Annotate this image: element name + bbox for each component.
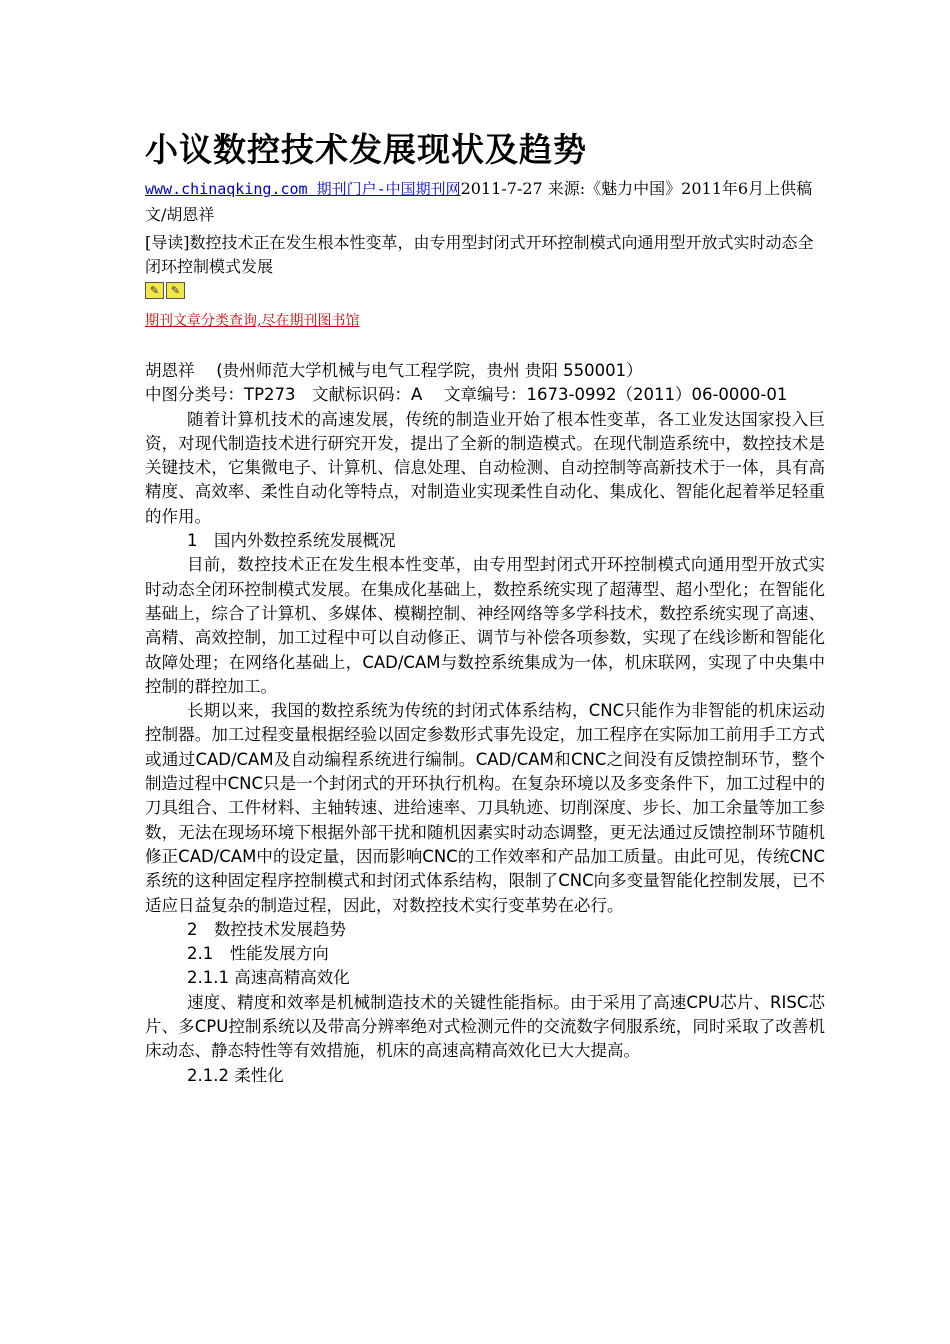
subsubsection-heading: 2.1.1 高速高精高效化 (187, 968, 350, 988)
article-intro: [导读]数控技术正在发生根本性变革，由专用型封闭式开环控制模式向通用型开放式实时动态全闭环控制模式发展 (145, 233, 814, 276)
author-line: 胡恩祥 (贵州师范大学机械与电气工程学院，贵州 贵阳 550001） (145, 361, 643, 380)
paragraph: 随着计算机技术的高速发展，传统的制造业开始了根本性变革，各工业发达国家投入巨资，对现代制造技术进行研究开发，提出了全新的制造模式。在现代制造系统中，数控技术是关键技术，它集微电子、计算机、信息处理、自动检测、自动控制等高新技术于一体，具有高精度、高效率、柔性自动化等特点，对制造业实现柔性自动化、集成化、智能化起着举足轻重的作用。 (145, 409, 825, 526)
subsubsection-heading: 2.1.2 柔性化 (187, 1065, 284, 1085)
classification-line: 中图分类号：TP273 文献标识码：A 文章编号：1673-0992（2011）06-0000-01 (145, 385, 788, 405)
paragraph: 速度、精度和效率是机械制造技术的关键性能指标。由于采用了高速CPU芯片、RISC芯片、多CPU控制系统以及带高分辨率绝对式检测元件的交流数字伺服系统，同时采取了改善机床动态、静态特性等有效措施，机床的高速高精高效化已大大提高。 (145, 992, 825, 1061)
pencil-icon[interactable]: ✎ (145, 282, 164, 299)
subsection-heading: 2.1 性能发展方向 (187, 944, 329, 964)
article-meta (145, 176, 825, 227)
icon-row (145, 282, 825, 302)
meta-line: 2011-7-27 来源:《魅力中国》2011年6月上供稿文/胡恩祥 (145, 179, 813, 224)
paragraph: 长期以来，我国的数控系统为传统的封闭式体系结构，CNC只能作为非智能的机床运动控制器。加工过程变量根据经验以固定参数形式事先设定，加工程序在实际加工前用手工方式或通过CAD/CAM及自动编程系统进行编制。CAD/CAM和CNC之间没有反馈控制环节，整个制造过程中CNC只是一个封闭式的开环执行机构。在复杂环境以及多变条件下，加工过程中的刀具组合、工件材料、主轴转速、进给速率、刀具轨迹、切削深度、步长、加工余量等加工参数，无法在现场环境下根据外部干扰和随机因素实时动态调整，更无法通过反馈控制环节随机修正CAD/CAM中的设定量，因而影响CNC的工作效率和产品加工质量。由此可见，传统CNC系统的这种固定程序控制模式和封闭式体系结构，限制了CNC向多变量智能化控制发展，已不适应日益复杂的制造过程，因此，对数控技术实行变革势在必行。 (145, 701, 825, 915)
library-link[interactable]: 期刊文章分类查询,尽在期刊图书馆 (145, 313, 360, 329)
site-link[interactable]: www.chinaqking.com 期刊门户-中国期刊网 (145, 180, 461, 198)
pencil-icon[interactable]: ✎ (166, 282, 185, 299)
article (145, 128, 825, 1088)
section-heading: 2 数控技术发展趋势 (187, 919, 346, 939)
section-heading: 1 国内外数控系统发展概况 (187, 531, 396, 551)
article-title: 小议数控技术发展现状及趋势 (145, 130, 587, 169)
paragraph: 目前，数控技术正在发生根本性变革，由专用型封闭式开环控制模式向通用型开放式实时动态全闭环控制模式发展。在集成化基础上，数控系统实现了超薄型、超小型化；在智能化基础上，综合了计算机、多媒体、模糊控制、神经网络等多学科技术，数控系统实现了高速、高精、高效控制，加工过程中可以自动修正、调节与补偿各项参数，实现了在线诊断和智能化故障处理；在网络化基础上，CAD/CAM与数控系统集成为一体，机床联网，实现了中央集中控制的群控加工。 (145, 555, 825, 696)
